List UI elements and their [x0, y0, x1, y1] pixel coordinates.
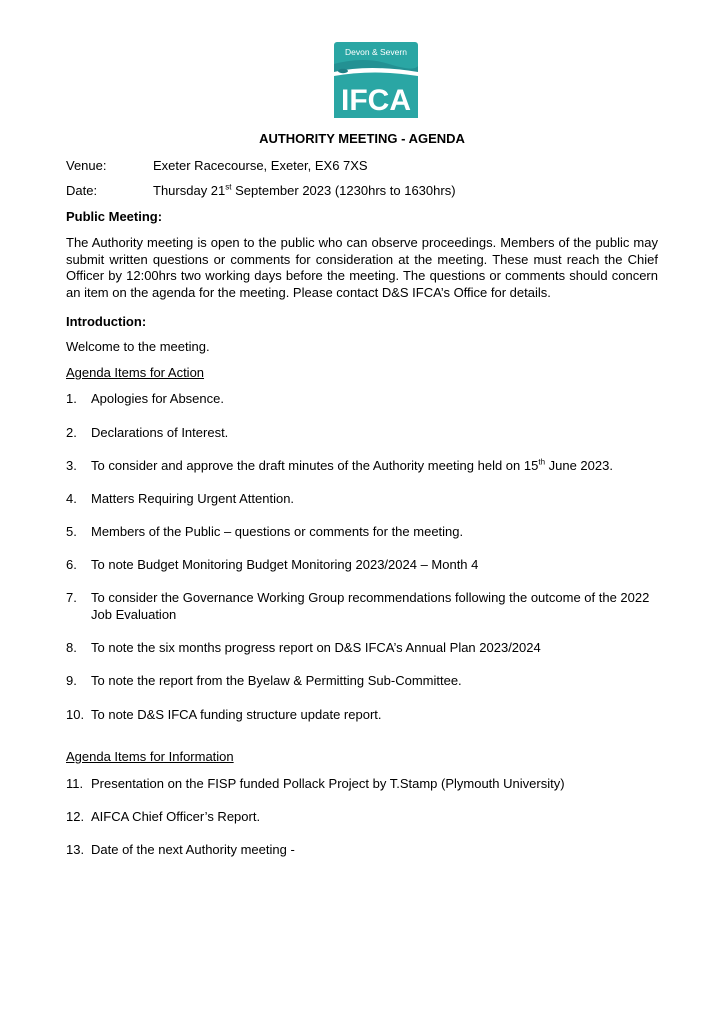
agenda-item-7: 7. To consider the Governance Working Group recommendations following the outcome of the 2022 Job Evaluation [66, 590, 650, 622]
date-value: Thursday 21st September 2023 (1230hrs to 1630hrs) [153, 182, 456, 198]
agenda-item-9: 9. To note the report from the Byelaw & Permitting Sub-Committee. [66, 673, 462, 688]
agenda-item-5: 5. Members of the Public – questions or comments for the meeting. [66, 524, 464, 539]
agenda-item-12: 12. AIFCA Chief Officer’s Report. [66, 809, 261, 824]
agenda-item-11: 11. Presentation on the FISP funded Pollack Project by T.Stamp (Plymouth University) [66, 776, 565, 791]
date-label: Date: [66, 183, 98, 198]
agenda-item-6: 6. To note Budget Monitoring Budget Monitoring 2023/2024 – Month 4 [66, 557, 479, 572]
agenda-item-8: 8. To note the six months progress report on D&S IFCA’s Annual Plan 2023/2024 [66, 640, 541, 655]
public-heading: Public Meeting: [66, 209, 163, 224]
agenda-item-3: 3. To consider and approve the draft minutes of the Authority meeting held on 15th June 2023. [66, 457, 613, 473]
logo-line1: Devon & Severn [345, 47, 407, 57]
ifca-logo [334, 42, 418, 118]
action-heading: Agenda Items for Action [66, 365, 205, 380]
venue-value: Exeter Racecourse, Exeter, EX6 7XS [153, 158, 368, 173]
public-text: The Authority meeting is open to the public who can observe proceedings. Members of the public may submit written questions or comments for consideration at the meeting. These must reach the Chief Officer by 12:00hrs two working days before the meeting. The questions or comments should concern an item on the agenda for the meeting. Please contact D&S IFCA’s Office for details. [66, 235, 658, 300]
agenda-item-4: 4. Matters Requiring Urgent Attention. [66, 491, 295, 506]
logo-line2: IFCA [341, 84, 411, 117]
agenda-item-13: 13. Date of the next Authority meeting - [66, 842, 295, 857]
page-title: AUTHORITY MEETING - AGENDA [259, 131, 465, 146]
venue-label: Venue: [66, 158, 107, 173]
agenda-item-10: 10. To note D&S IFCA funding structure update report. [66, 707, 382, 722]
intro-text: Welcome to the meeting. [66, 339, 210, 354]
intro-heading: Introduction: [66, 314, 147, 329]
agenda-item-1: 1. Apologies for Absence. [66, 391, 224, 406]
info-heading: Agenda Items for Information [66, 749, 234, 764]
agenda-item-2: 2. Declarations of Interest. [66, 425, 229, 440]
date-row [66, 183, 456, 198]
venue-row [66, 158, 368, 173]
